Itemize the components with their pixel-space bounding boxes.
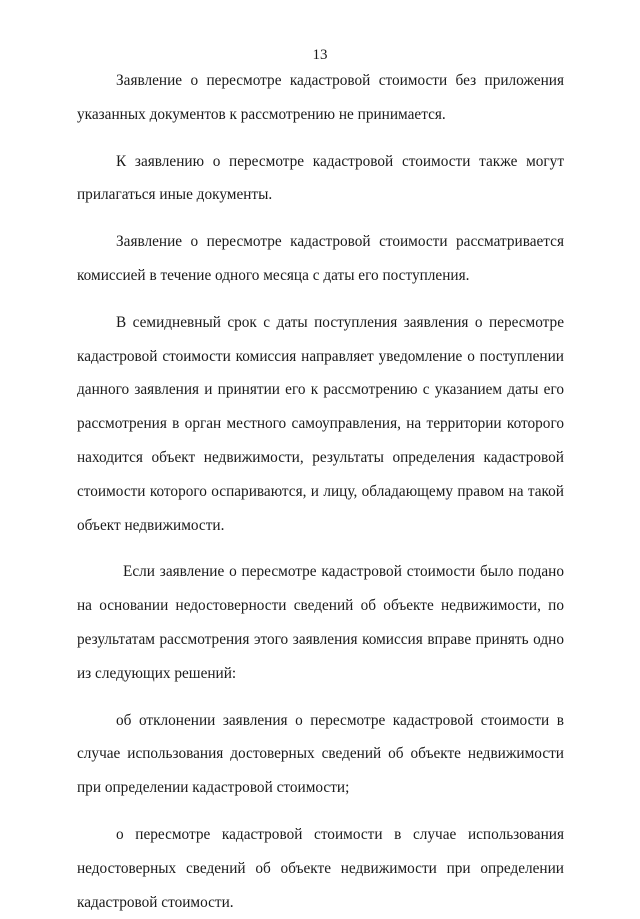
page-number: 13 [312,47,328,63]
paragraph-notification: В семидневный срок с даты поступления заявления о пересмотре кадастровой стоимости комиссия направляет уведомление о поступлении данного заявления и принятии его к рассмотрению с указанием даты его рассмотрения в орган местного самоуправления, на территории которого находится объект недвижимости, результаты определения кадастровой стоимости которого оспариваются, и лицу, обладающему правом на такой объект недвижимости. [77,313,564,534]
document-body [77,64,564,919]
paragraph-review-period: Заявление о пересмотре кадастровой стоимости рассматривается комиссией в течение одного месяца с даты его поступления. [77,233,564,284]
paragraph-other-documents: К заявлению о пересмотре кадастровой стоимости также могут прилагаться иные документы. [77,152,564,204]
paragraph-documents-required: Заявление о пересмотре кадастровой стоимости без приложения указанных документов к рассмотрению не принимается. [77,72,564,123]
paragraph-possible-decisions: Если заявление о пересмотре кадастровой стоимости было подано на основании недостоверности сведений об объекте недвижимости, по результатам рассмотрения этого заявления комиссия вправе принять одно из следующих решений: [77,563,564,682]
paragraph-decision-revise: о пересмотре кадастровой стоимости в случае использования недостоверных сведений об объекте недвижимости при определении кадастровой стоимости. [77,825,564,911]
paragraph-decision-reject: об отклонении заявления о пересмотре кадастровой стоимости в случае использования достоверных сведений об объекте недвижимости при определении кадастровой стоимости; [77,711,564,797]
